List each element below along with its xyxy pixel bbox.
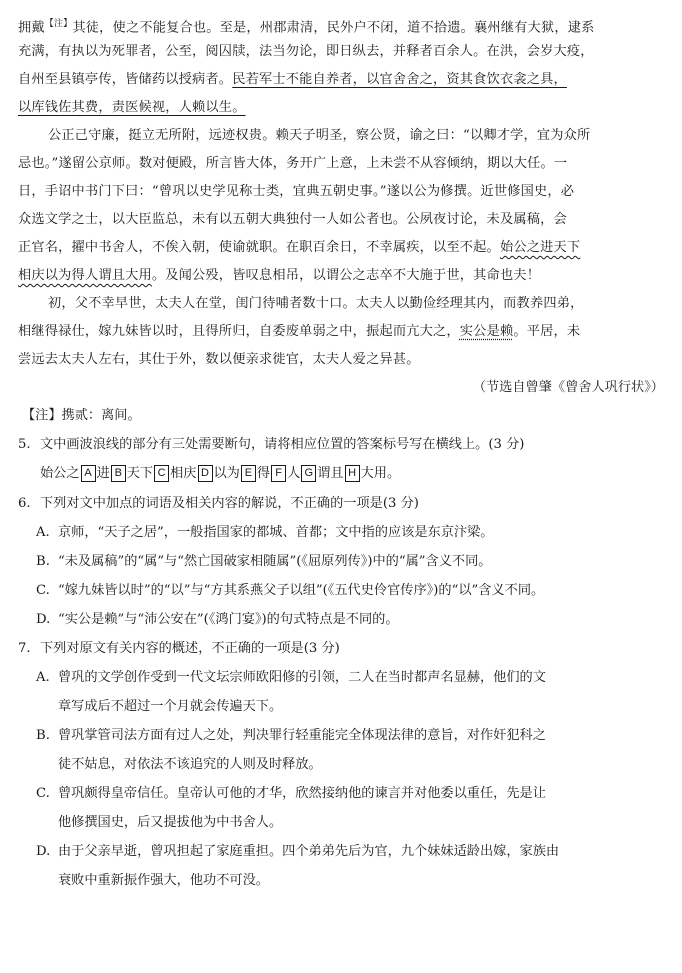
option-d [18,837,664,866]
option-text: “嫁九妹皆以时”的“以”与“方其系燕父子以组”(《五代史伶官传序》)的“以”含义不同。 [58,583,545,598]
question-7 [18,634,664,895]
text-run: 相继得禄仕，嫁九妹皆以时，且得所归，自委废单弱之中，振起而亢大之， [18,324,460,339]
sentence-text: 得 [256,466,271,481]
break-position-box: A [81,465,96,482]
passage-line [18,290,664,318]
option-a [18,663,664,692]
passage-line [18,178,664,206]
passage-line [18,262,664,290]
break-position-box: F [271,465,286,482]
text-run: 公正己守廉，挺立无所附，远迹权贵。赖天子明圣，察公贤，谕之曰：“以卿才学，宜为众所 [48,128,591,143]
option-d [18,866,664,895]
passage-line [18,94,664,122]
question-6 [18,489,664,634]
sentence-text: 大用。 [360,466,401,481]
sentence-break-line [18,459,664,489]
question-stem: 文中画波浪线的部分有三处需要断句，请将相应位置的答案标号写在横线上。(3 分) [40,437,525,452]
note-marker: 【注】 [44,19,73,29]
option-text: 曾巩的文学创作受到一代文坛宗师欧阳修的引领，二人在当时都声名显赫，他们的文 [58,670,546,685]
text-run: 充满，有执以为死罪者，公至，阅囚牍，法当勿论，即日纵去，并释者百余人。在洪，会岁大疫， [18,44,594,59]
text-run: 忌也。”遂留公京师 [18,156,126,171]
sentence-text: 谓且 [317,466,344,481]
option-label: D. [36,844,51,859]
option-b [18,721,664,750]
break-position-box: G [301,465,316,482]
text-run: 数对便殿，所言皆大体，务开广上意，上未尝不从容倾纳，期以大任。一 [138,156,568,171]
option-text: 徒不姑息，对依法不该追究的人则及时释放。 [58,757,322,772]
break-position-box: B [111,465,126,482]
sentence-text: 相庆 [170,466,197,481]
option-label: D. [36,612,51,627]
sentence-text: 以为 [213,466,240,481]
option-text: 京师，“天子之居”，一般指国家的都城、首都；文中指的应该是东京汴梁。 [58,525,494,540]
text-run: 相庆以为得人谓且大用 [18,268,152,283]
text-run: 。 [125,156,139,171]
passage-paragraph-2 [18,122,664,290]
option-label: B. [36,554,50,569]
passage-line [18,122,664,150]
text-run: 正官名，擢中书舍人，不俟入朝，使谕就职。在职百余日，不幸属疾，以至不起。 [18,240,500,255]
option-text: 由于父亲早逝，曾巩担起了家庭重担。四个弟弟先后为官，九个妹妹适龄出嫁，家族由 [58,844,560,859]
passage-line [18,206,664,234]
option-b [18,547,664,576]
annotation-note: 【注】携贰：离间。 [22,408,141,423]
break-position-box: C [154,465,169,482]
text-run: 尝远去太夫人左右，其仕于外，数以便亲求徙官，太夫人爱之异甚。 [18,352,420,367]
text-run: 始公之进天下 [499,240,581,255]
option-label: B. [36,728,50,743]
sentence-text: 人 [287,466,301,481]
option-d [18,605,664,634]
passage-line [18,234,664,262]
option-text: 曾巩掌管司法方面有过人之处，判决罪行轻重能完全体现法律的意旨，对作奸犯科之 [58,728,546,743]
option-text: 章写成后不超过一个月就会传遍天下。 [58,699,283,714]
option-a [18,692,664,721]
sentence-text: 天下 [126,466,154,481]
option-text: 衰败中重新振作强大，他功不可没。 [58,873,269,888]
text-run: 其徒，使之不能复合也。至是，州郡肃清，民外户不闭，道不拾遗。襄州继有大狱，逮系 [72,20,595,36]
question-5 [18,430,664,489]
break-position-box: H [345,465,360,482]
text-run: 日，手诏中书门下曰：“曾巩以史学见称士类，宜典五朝史事。”遂以公为修撰。近世修国史，必 [18,184,575,199]
option-c [18,576,664,605]
option-text: 他修撰国史，后又提拔他为中书舍人。 [58,815,283,830]
option-c [18,779,664,808]
passage-paragraph-1 [18,10,664,122]
question-number: 7. [18,641,31,656]
option-label: A. [36,670,50,685]
text-run: 拥戴 [18,20,45,36]
option-label: C. [36,583,50,598]
question-stem: 下列对原文有关内容的概述，不正确的一项是(3 分) [40,641,340,656]
passage-line [18,66,664,94]
option-c [18,808,664,837]
passage-paragraph-3 [18,290,664,374]
passage [18,10,664,402]
passage-source: （节选自曾肇《曾舍人巩行状》） [472,380,664,395]
text-run: 初，父不幸早世，太夫人在堂，闺门待哺者数十口。太夫人以勤俭经理其内，而教养四弟， [48,296,584,311]
question-number: 6. [18,496,31,511]
passage-line [18,318,664,346]
text-run: 民若军士不能自养者，以官舍舍之，资其食饮衣衾之具， [232,72,567,87]
passage-line [18,346,664,374]
passage-line [18,150,664,178]
text-run: 。及闻公殁，皆叹息相吊，以谓公之志卒不大施于世，其命也夫！ [151,268,541,283]
question-number: 5. [18,437,31,452]
option-text: “实公是赖”与“沛公安在”(《鸿门宴》)的句式特点是不同的。 [58,612,399,627]
sentence-text: 始公之 [40,466,80,481]
text-run: 实公是赖 [459,324,514,339]
text-run: 以库钱佐其费，责医候视，人赖以生。 [18,100,246,115]
passage-line [18,38,664,66]
options-list [18,518,664,634]
option-text: 曾巩颇得皇帝信任。皇帝认可他的才华，欣然接纳他的谏言并对他委以重任，先是让 [58,786,546,801]
break-position-box: E [241,465,256,482]
question-stem: 下列对文中加点的词语及相关内容的解说，不正确的一项是(3 分) [40,496,419,511]
option-text: “未及属稿”的“属”与“然亡国破家相随属”(《屈原列传》)中的“属”含义不同。 [58,554,492,569]
text-run: 众选文学之士，以大臣监总，未有以五朝大典独付一人如公者也。公夙夜讨论，未及属稿，会 [18,212,567,227]
option-a [18,518,664,547]
option-b [18,750,664,779]
passage-line [18,10,664,38]
option-label: C. [36,786,50,801]
text-run: 自州至县镇亭传，皆储药以授病者。 [18,72,233,87]
sentence-text: 进 [96,466,110,481]
break-position-box: D [198,465,213,482]
option-label: A. [36,525,50,540]
options-list [18,663,664,895]
text-run: 。平居，未 [513,324,581,339]
